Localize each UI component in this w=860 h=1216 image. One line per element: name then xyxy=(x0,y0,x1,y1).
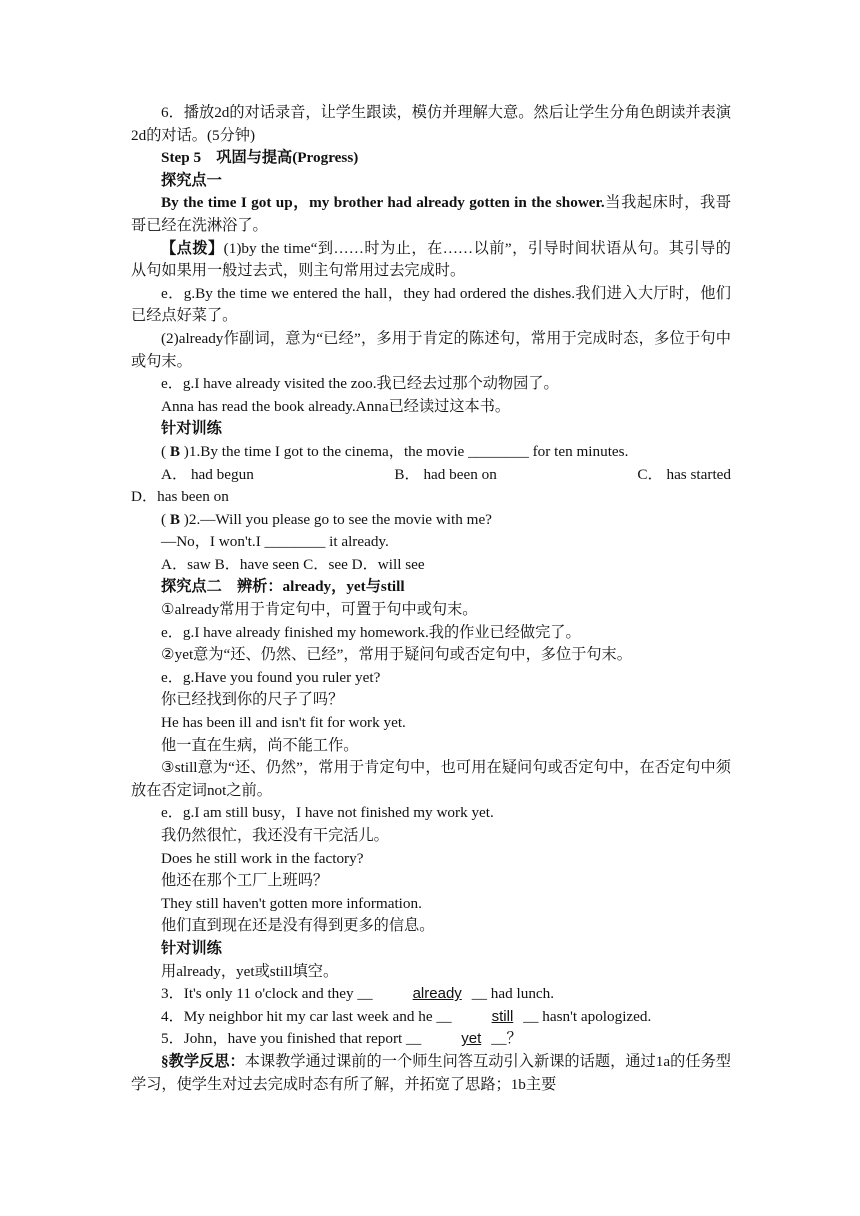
teaching-reflection xyxy=(131,1051,731,1096)
paragraph-step6: 6．播放2d的对话录音，让学生跟读，模仿并理解大意。然后让学生分角色朗读并表演2d的对话。(5分钟) xyxy=(131,104,731,144)
point2-yet: ②yet意为“还、仍然、已经”，常用于疑问句或否定句中，多位于句末。 xyxy=(161,646,632,664)
example-2: e．g.I have already visited the zoo.我已经去过那个动物园了。 xyxy=(161,375,559,393)
question-3-post: __ had lunch. xyxy=(471,985,555,1003)
question-5 xyxy=(131,1028,731,1051)
point2-example-6: They still haven't gotten more information. xyxy=(161,894,422,912)
point2-example-2: e．g.Have you found you ruler yet? xyxy=(161,668,381,686)
point2-example-4: e．g.I am still busy，I have not finished my work yet. xyxy=(161,804,494,822)
question-5-post: __？ xyxy=(491,1030,522,1048)
training-heading-2: 针对训练 xyxy=(161,939,222,957)
tip-text-1: (1)by the time“到……时为止，在……以前”，引导时间状语从句。其引导的从句如果用一般过去式，则主句常用过去完成时。 xyxy=(131,239,731,280)
tip-label: 【点拨】 xyxy=(161,239,224,257)
example-chinese: 当我起床时，我哥哥已经在洗淋浴了。 xyxy=(131,194,732,234)
example-3: Anna has read the book already.Anna已经读过这本书。 xyxy=(161,397,511,415)
point2-example-1: e．g.I have already finished my homework.我的作业已经做完了。 xyxy=(161,623,581,641)
question-2-text: )2.—Will you please go to see the movie with me? xyxy=(180,510,492,528)
question-4-answer: still xyxy=(491,1007,514,1025)
question-5-answer: yet xyxy=(461,1030,482,1048)
question-1-option-b: B． had been on xyxy=(394,465,497,483)
point1-heading: 探究点一 xyxy=(161,171,222,189)
point2-example-3: He has been ill and isn't fit for work yet. xyxy=(161,714,406,732)
tip-paragraph-2: (2)already作副词，意为“已经”，多用于肯定的陈述句，常用于完成时态，多位于句中或句末。 xyxy=(131,329,731,370)
point2-already: ①already常用于肯定句中，可置于句中或句末。 xyxy=(161,601,478,619)
question-4 xyxy=(131,1006,731,1029)
question-2-line-2: —No，I won't.I ________ it already. xyxy=(161,533,389,551)
question-1-open: ( xyxy=(161,442,170,460)
fill-instruction: 用already，yet或still填空。 xyxy=(161,962,339,980)
question-2 xyxy=(131,509,731,532)
point2-example-6-cn: 他们直到现在还是没有得到更多的信息。 xyxy=(161,917,435,935)
example-english: By the time I got up，my brother had already gotten in the shower. xyxy=(161,194,605,212)
question-1-option-d: D．has been on xyxy=(131,488,229,506)
point2-example-2-cn: 你已经找到你的尺子了吗？ xyxy=(161,691,344,709)
question-1-options xyxy=(131,464,731,487)
question-2-options: A．saw B．have seen C．see D．will see xyxy=(161,555,425,573)
training-heading-1: 针对训练 xyxy=(161,420,222,438)
question-1-text: )1.By the time I got to the cinema，the movie ________ for ten minutes. xyxy=(180,442,629,460)
reflection-label: §教学反思： xyxy=(161,1052,245,1070)
point2-heading: 探究点二 辨析：already，yet与still xyxy=(161,578,405,596)
point2-example-3-cn: 他一直在生病，尚不能工作。 xyxy=(161,736,359,754)
example-1: e．g.By the time we entered the hall，they had ordered the dishes.我们进入大厅时，他们已经点好菜了。 xyxy=(131,284,731,325)
question-1-option-c: C． has started xyxy=(637,465,731,483)
question-2-answer: B xyxy=(169,510,180,528)
example-sentence xyxy=(131,192,731,237)
question-2-open: ( xyxy=(161,510,170,528)
tip-paragraph-1 xyxy=(131,238,731,283)
step5-heading: Step 5 巩固与提高(Progress) xyxy=(161,149,359,167)
point2-example-4-cn: 我仍然很忙，我还没有干完活儿。 xyxy=(161,827,389,844)
question-3-answer: already xyxy=(412,985,462,1003)
question-3 xyxy=(131,983,731,1006)
question-4-post: __ hasn't apologized. xyxy=(523,1007,652,1025)
question-1-answer: B xyxy=(169,442,180,460)
document-body xyxy=(131,102,731,1096)
question-5-pre: 5．John，have you finished that report __ xyxy=(161,1030,422,1048)
question-4-pre: 4．My neighbor hit my car last week and he __ xyxy=(161,1007,452,1025)
point2-still: ③still意为“还、仍然”，常用于肯定句中，也可用在疑问句或否定句中，在否定句中须放在否定词not之前。 xyxy=(131,759,731,799)
question-3-pre: 3．It's only 11 o'clock and they __ xyxy=(161,985,373,1003)
point2-example-5: Does he still work in the factory? xyxy=(161,849,364,867)
question-1-option-a: A． had begun xyxy=(161,465,254,483)
question-1 xyxy=(131,441,731,464)
point2-example-5-cn: 他还在那个工厂上班吗？ xyxy=(161,872,329,890)
reflection-text: 本课教学通过课前的一个师生问答互动引入新课的话题，通过1a的任务型学习，使学生对过去完成时态有所了解，并拓宽了思路；1b主要 xyxy=(131,1052,731,1093)
